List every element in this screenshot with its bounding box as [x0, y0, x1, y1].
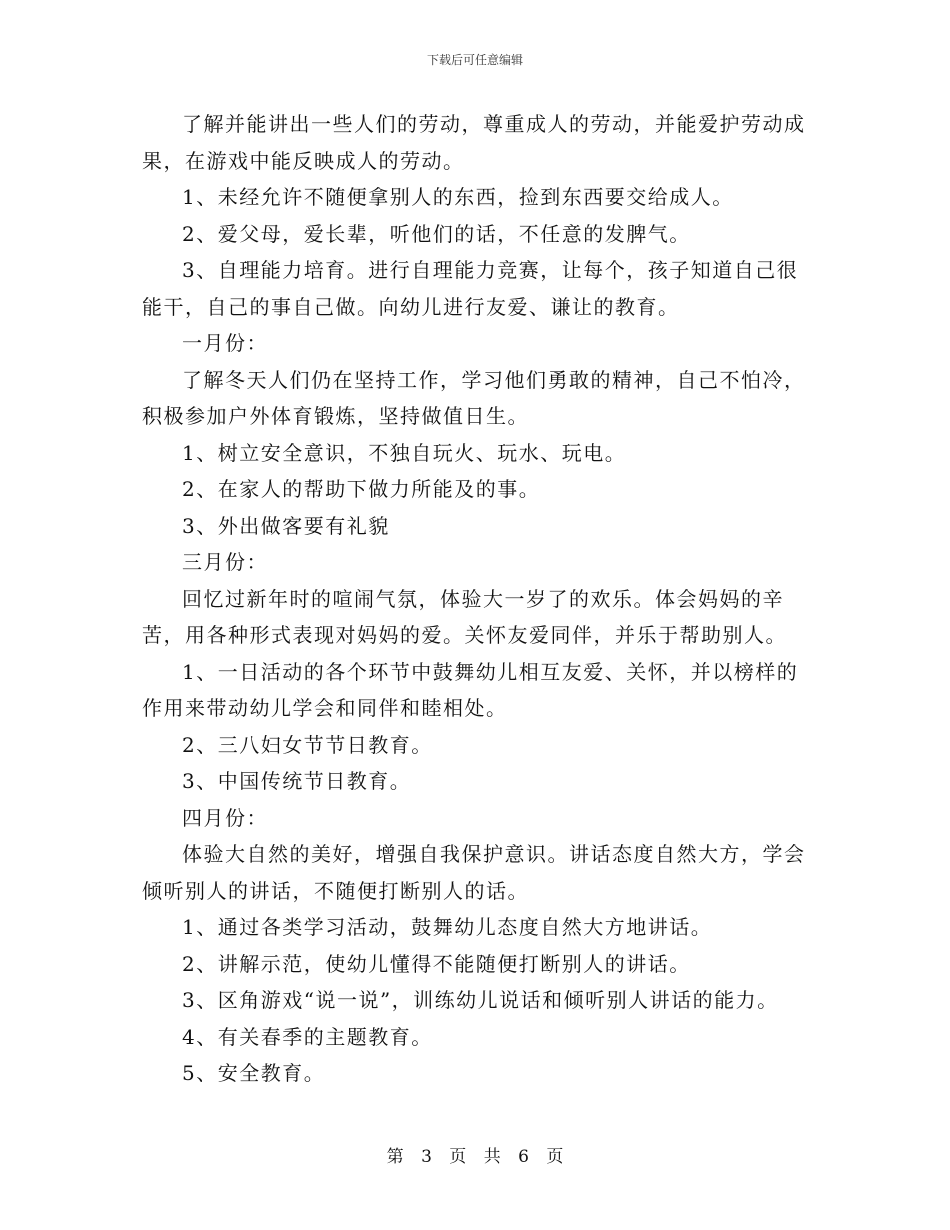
section-heading: 三月份： [182, 550, 268, 574]
footer-page-word: 页 [449, 1147, 467, 1167]
footer-suffix: 页 [546, 1147, 564, 1167]
paragraph: 1、未经允许不随便拿别人的东西，捡到东西要交给成人。 [182, 185, 734, 209]
paragraph: 了解冬天人们仍在坚持工作，学习他们勇敢的精神，自己不怕冷，积极参加户外体育锻炼，坚持做值日生。 [142, 367, 806, 428]
section-heading: 一月份： [182, 331, 268, 355]
page-header: 下载后可任意编辑 [426, 53, 523, 67]
page-footer [0, 1146, 950, 1168]
paragraph: 体验大自然的美好，增强自我保护意识。讲话态度自然大方，学会倾听别人的讲话，不随便打断别人的话。 [142, 842, 806, 903]
section-heading: 四月份： [182, 805, 268, 830]
paragraph: 3、自理能力培育。进行自理能力竞赛，让每个，孩子知道自己很能干，自己的事自己做。向幼儿进行友爱、谦让的教育。 [142, 258, 799, 319]
paragraph: 3、外出做客要有礼貌 [182, 513, 390, 538]
paragraph: 了解并能讲出一些人们的劳动，尊重成人的劳动，并能爱护劳动成果，在游戏中能反映成人的劳动。 [142, 112, 806, 173]
paragraph: 回忆过新年时的喧闹气氛，体验大一岁了的欢乐。体会妈妈的辛苦，用各种形式表现对妈妈的爱。关怀友爱同伴，并乐于帮助别人。 [142, 586, 787, 647]
paragraph: 5、安全教育。 [182, 1061, 326, 1085]
footer-total-word: 共 [483, 1147, 501, 1167]
paragraph: 1、一日活动的各个环节中鼓舞幼儿相互友爱、关怀，并以榜样的作用来带动幼儿学会和同伴和睦相处。 [142, 659, 799, 720]
paragraph: 4、有关春季的主题教育。 [182, 1024, 433, 1049]
paragraph: 3、中国传统节日教育。 [182, 769, 412, 793]
paragraph: 2、爱父母，爱长辈，听他们的话，不任意的发脾气。 [182, 221, 691, 246]
paragraph: 3、区角游戏“说一说”，训练幼儿说话和倾听别人讲话的能力。 [182, 988, 779, 1012]
paragraph: 2、在家人的帮助下做力所能及的事。 [182, 477, 541, 501]
paragraph: 2、三八妇女节节日教育。 [182, 732, 433, 757]
footer-prefix: 第 [386, 1147, 404, 1167]
current-page-number: 3 [421, 1147, 432, 1167]
document-body [142, 106, 812, 1092]
paragraph: 1、树立安全意识，不独自玩火、玩水、玩电。 [182, 440, 627, 465]
paragraph: 1、通过各类学习活动，鼓舞幼儿态度自然大方地讲话。 [182, 915, 713, 939]
paragraph: 2、讲解示范，使幼儿懂得不能随便打断别人的讲话。 [182, 951, 691, 976]
total-pages-number: 6 [518, 1147, 529, 1167]
